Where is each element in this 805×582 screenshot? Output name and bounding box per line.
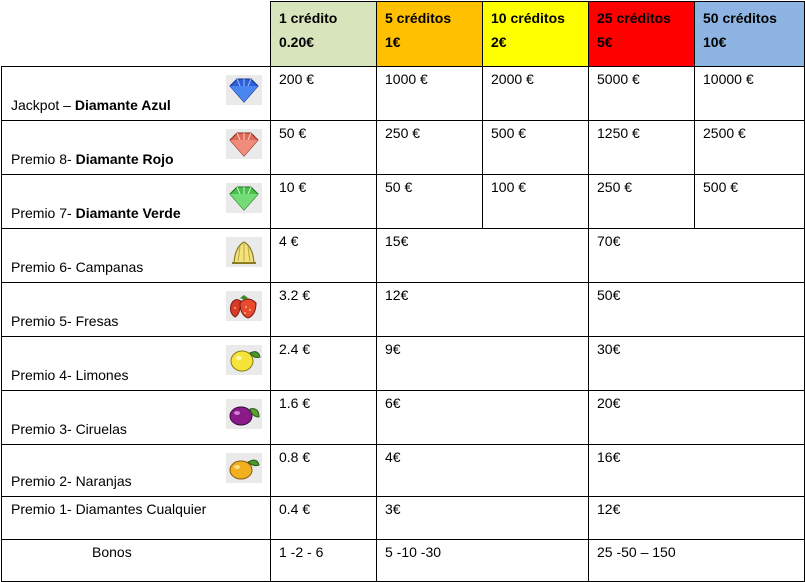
prize-label-cell (2, 497, 271, 540)
value-cell (589, 175, 695, 229)
prize-label (11, 204, 181, 222)
value-cell (589, 337, 805, 391)
value-cell (589, 445, 805, 497)
value-cell (695, 175, 805, 229)
header-row (2, 2, 805, 67)
value-cell (271, 283, 377, 337)
value-cell (271, 175, 377, 229)
value-cell (589, 121, 695, 175)
value-cell (271, 391, 377, 445)
table-row (2, 229, 805, 283)
value-cell (695, 67, 805, 121)
value-cell (377, 229, 589, 283)
value-cell (377, 121, 483, 175)
prize-value: 70€ (597, 233, 621, 249)
value-cell (377, 445, 589, 497)
value-cell (589, 67, 695, 121)
prize-value: 1000 € (385, 71, 428, 87)
prize-label: Premio 3- Ciruelas (11, 421, 127, 437)
prize-label-cell (2, 540, 271, 582)
prize-value: 4€ (385, 449, 401, 465)
prize-label-cell (2, 175, 271, 229)
value-cell (377, 337, 589, 391)
value-cell (589, 540, 805, 582)
orange-icon (226, 453, 262, 483)
prize-value: 12€ (597, 501, 621, 517)
header-col-1 (271, 2, 377, 67)
prize-value: 6€ (385, 395, 401, 411)
header-price: 1€ (385, 34, 401, 50)
prize-value: 50 € (279, 125, 307, 141)
table-row (2, 445, 805, 497)
prize-value: 200 € (279, 71, 315, 87)
prize-value: 4 € (279, 233, 299, 249)
header-empty-cell (2, 2, 271, 67)
prize-value: 1250 € (597, 125, 640, 141)
prize-label-cell (2, 283, 271, 337)
value-cell (589, 391, 805, 445)
header-credits: 1 crédito (279, 10, 338, 26)
prize-label-cell (2, 391, 271, 445)
prize-value: 10000 € (703, 71, 754, 87)
header-price: 10€ (703, 34, 727, 50)
value-cell (271, 67, 377, 121)
prize-value: 100 € (491, 179, 527, 195)
header-price: 5€ (597, 34, 613, 50)
prize-value: 9€ (385, 341, 401, 357)
prize-table (1, 1, 805, 582)
plum-icon (226, 399, 262, 429)
table-row (2, 67, 805, 121)
bonus-value: 25 -50 – 150 (597, 544, 676, 560)
bonus-value: 5 -10 -30 (385, 544, 442, 560)
prize-value: 0.4 € (279, 501, 311, 517)
blue-diamond-icon (226, 75, 262, 105)
bell-icon (226, 237, 262, 267)
table-row (2, 497, 805, 540)
bonus-value: 1 -2 - 6 (279, 544, 324, 560)
prize-label (11, 150, 174, 168)
prize-value: 20€ (597, 395, 621, 411)
header-col-3 (483, 2, 589, 67)
prize-value: 3€ (385, 501, 401, 517)
prize-prefix: Premio 8- (11, 151, 76, 167)
table-row (2, 283, 805, 337)
value-cell (377, 67, 483, 121)
prize-label-cell (2, 337, 271, 391)
prize-name: Diamante Rojo (75, 151, 174, 167)
bonus-label: Bonos (92, 544, 132, 560)
header-price: 0.20€ (279, 34, 315, 50)
value-cell (271, 445, 377, 497)
header-credits: 10 créditos (491, 10, 565, 26)
red-diamond-icon (226, 129, 262, 159)
header-credits: 5 créditos (385, 10, 452, 26)
prize-label: Premio 4- Limones (11, 367, 129, 383)
header-price: 2€ (491, 34, 507, 50)
prize-value: 50€ (597, 287, 621, 303)
prize-value: 15€ (385, 233, 409, 249)
prize-value: 3.2 € (279, 287, 311, 303)
table-row (2, 175, 805, 229)
value-cell (377, 497, 589, 540)
prize-label-cell (2, 121, 271, 175)
prize-value: 16€ (597, 449, 621, 465)
value-cell (695, 121, 805, 175)
table-row (2, 540, 805, 582)
prize-value: 250 € (385, 125, 421, 141)
lemon-icon (226, 345, 262, 375)
prize-prefix: Premio 7- (11, 205, 76, 221)
prize-value: 50 € (385, 179, 413, 195)
value-cell (271, 497, 377, 540)
header-col-2 (377, 2, 483, 67)
prize-value: 500 € (491, 125, 527, 141)
prize-label-cell (2, 67, 271, 121)
value-cell (483, 121, 589, 175)
prize-label: Premio 6- Campanas (11, 259, 144, 275)
table-row (2, 337, 805, 391)
header-credits: 50 créditos (703, 10, 777, 26)
prize-value: 10 € (279, 179, 307, 195)
prize-name: Diamante Verde (75, 205, 181, 221)
header-col-4 (589, 2, 695, 67)
value-cell (271, 229, 377, 283)
prize-value: 2000 € (491, 71, 534, 87)
table-row (2, 391, 805, 445)
prize-label (11, 96, 171, 114)
header-col-5 (695, 2, 805, 67)
value-cell (377, 391, 589, 445)
prize-value: 30€ (597, 341, 621, 357)
prize-value: 250 € (597, 179, 633, 195)
value-cell (271, 337, 377, 391)
value-cell (377, 540, 589, 582)
prize-label: Premio 1- Diamantes Cualquier (11, 501, 207, 517)
prize-label-cell (2, 229, 271, 283)
table-row (2, 121, 805, 175)
prize-value: 2.4 € (279, 341, 311, 357)
prize-value: 12€ (385, 287, 409, 303)
prize-value: 5000 € (597, 71, 640, 87)
prize-label: Premio 2- Naranjas (11, 473, 132, 489)
value-cell (271, 540, 377, 582)
prize-value: 1.6 € (279, 395, 311, 411)
prize-label: Premio 5- Fresas (11, 313, 119, 329)
prize-value: 500 € (703, 179, 739, 195)
value-cell (483, 175, 589, 229)
value-cell (589, 229, 805, 283)
value-cell (271, 121, 377, 175)
value-cell (377, 175, 483, 229)
value-cell (589, 283, 805, 337)
strawberry-icon (226, 291, 262, 321)
value-cell (589, 497, 805, 540)
prize-prefix: Jackpot – (11, 97, 75, 113)
header-credits: 25 créditos (597, 10, 671, 26)
value-cell (377, 283, 589, 337)
prize-name: Diamante Azul (74, 97, 171, 113)
prize-value: 2500 € (703, 125, 746, 141)
prize-label-cell (2, 445, 271, 497)
prize-value: 0.8 € (279, 449, 311, 465)
value-cell (483, 67, 589, 121)
green-diamond-icon (226, 183, 262, 213)
